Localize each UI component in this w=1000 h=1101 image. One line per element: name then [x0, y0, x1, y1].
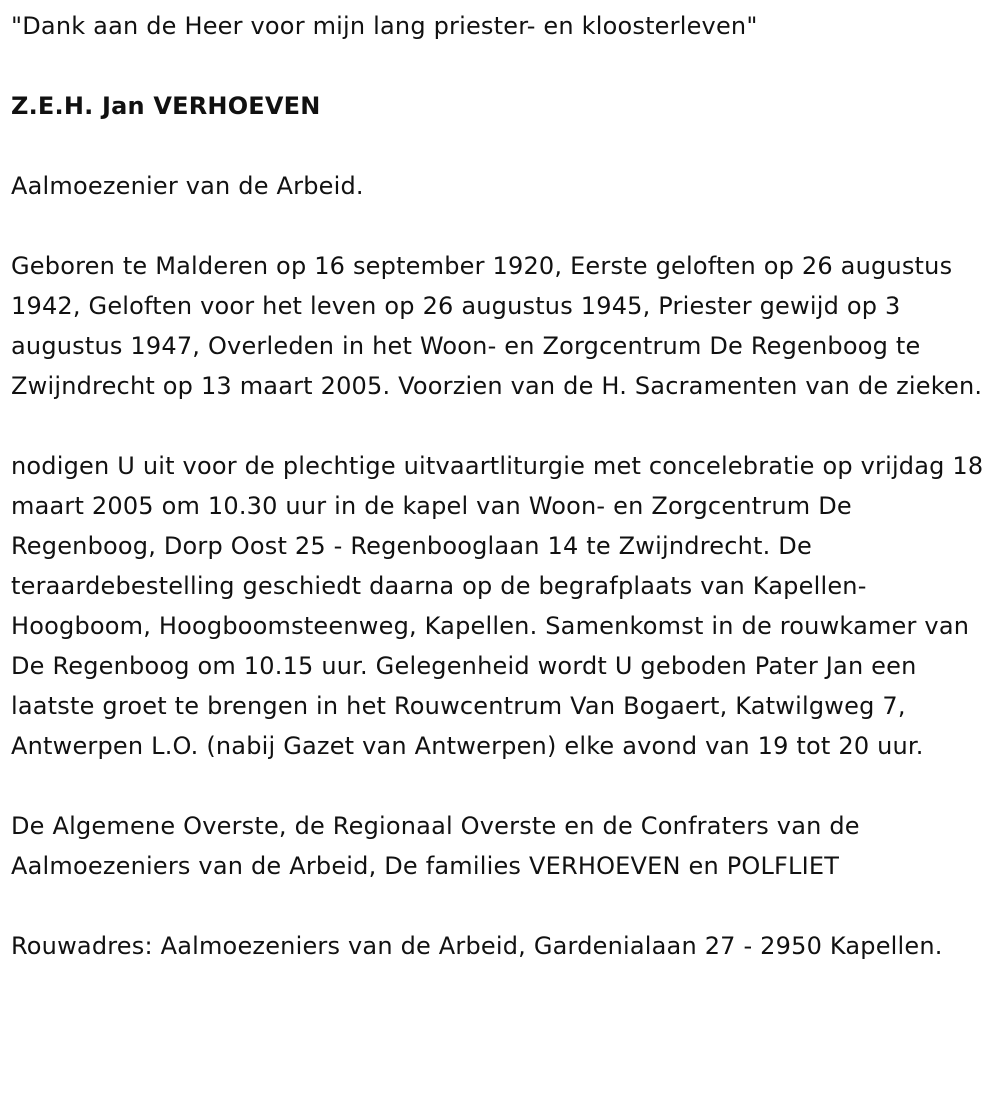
deceased-name: Z.E.H. Jan VERHOEVEN: [11, 92, 321, 120]
memorial-quote: "Dank aan de Heer voor mijn lang priester- en kloosterleven": [11, 12, 758, 40]
deceased-title: Aalmoezenier van de Arbeid.: [11, 172, 364, 200]
biography-paragraph: Geboren te Malderen op 16 september 1920, Eerste geloften op 26 augustus 1942, Geloften voor het leven op 26 augustus 1945, Priester gewijd op 3 augustus 1947, Overleden in het Woon- en Zorgcentrum De Regenboog te Zwijndrecht op 13 maart 2005. Voorzien van de H. Sacramenten van de zieken.: [11, 252, 983, 400]
funeral-invitation-paragraph: nodigen U uit voor de plechtige uitvaartliturgie met concelebratie op vrijdag 18 maart 2005 om 10.30 uur in de kapel van Woon- en Zorgcentrum De Regenboog, Dorp Oost 25 - Regenbooglaan 14 te Zwijndrecht. De teraardebestelling geschiedt daarna op de begrafplaats van Kapellen-Hoogboom, Hoogboomsteenweg, Kapellen. Samenkomst in de rouwkamer van De Regenboog om 10.15 uur. Gelegenheid wordt U geboden Pater Jan een laatste groet te brengen in het Rouwcentrum Van Bogaert, Katwilgweg 7, Antwerpen L.O. (nabij Gazet van Antwerpen) elke avond van 19 tot 20 uur.: [11, 452, 984, 760]
condolence-address: Rouwadres: Aalmoezeniers van de Arbeid, Gardenialaan 27 - 2950 Kapellen.: [11, 932, 943, 960]
signatories-paragraph: De Algemene Overste, de Regionaal Overste en de Confraters van de Aalmoezeniers van de Arbeid, De families VERHOEVEN en POLFLIET: [11, 812, 860, 880]
